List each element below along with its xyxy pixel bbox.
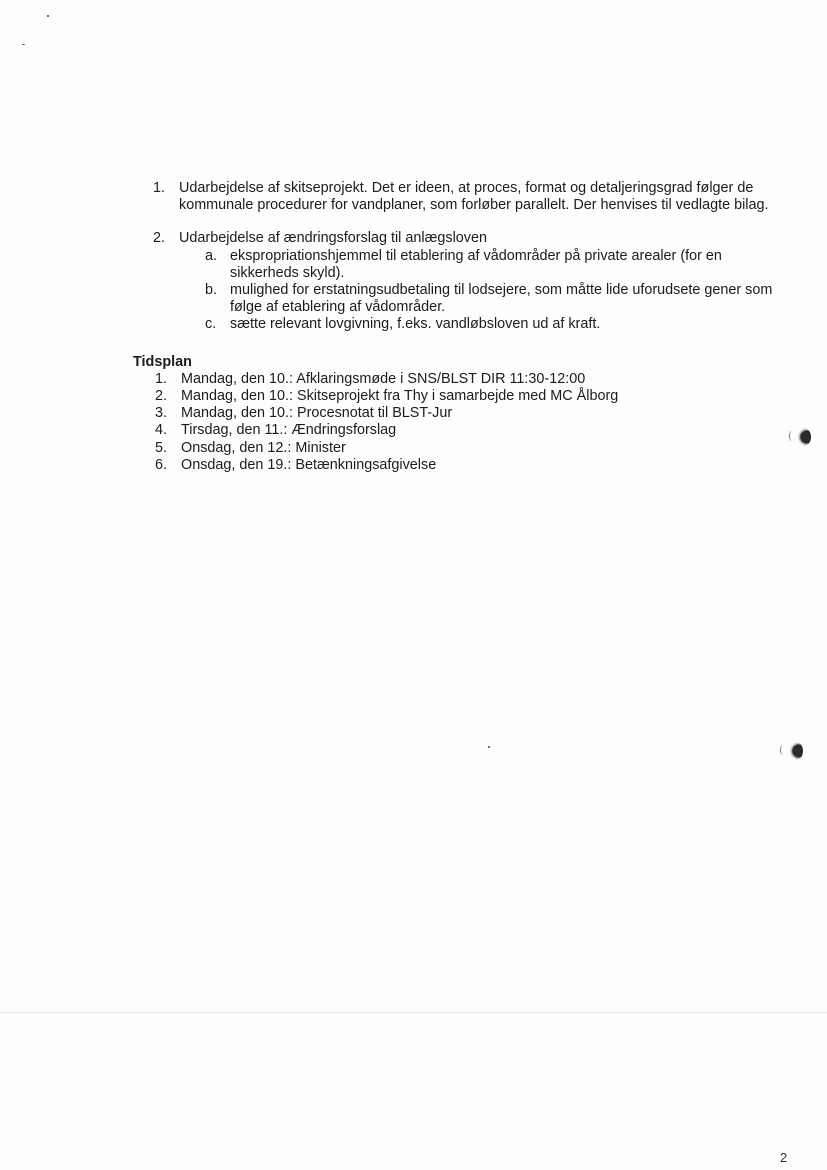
page-number: 2 <box>780 1150 788 1165</box>
sub-list-item <box>133 316 783 333</box>
schedule-item-text: Onsdag, den 19.: Betænkningsafgivelse <box>181 456 437 473</box>
document-body <box>133 180 783 474</box>
sub-list-item-text: mulighed for erstatningsudbetaling til lodsejere, som måtte lide uforudsete gener som følge af etablering af vådområder. <box>230 282 773 316</box>
schedule-item-text: Tirsdag, den 11.: Ændringsforslag <box>181 422 397 439</box>
list-item-text: Udarbejdelse af ændringsforslag til anlægsloven <box>179 230 487 247</box>
sub-list-item <box>133 248 783 282</box>
sub-list-item-letter: a. <box>205 247 218 264</box>
schedule-item <box>133 388 783 405</box>
scan-speck <box>488 746 490 748</box>
scan-line <box>0 1012 827 1013</box>
list-item <box>133 180 783 214</box>
schedule-item <box>133 371 783 388</box>
punch-hole-rim <box>780 745 785 755</box>
sub-list-item <box>133 282 783 316</box>
schedule-item-number: 1. <box>155 370 168 387</box>
schedule-item <box>133 422 783 439</box>
schedule-item-number: 4. <box>155 422 168 439</box>
sub-list-item-letter: c. <box>205 316 217 333</box>
schedule-item-text: Mandag, den 10.: Procesnotat til BLST-Jur <box>181 405 453 422</box>
schedule-item <box>133 440 783 457</box>
scan-speck <box>22 44 25 45</box>
schedule-item-text: Onsdag, den 12.: Minister <box>181 439 346 456</box>
punch-hole-rim <box>789 431 794 441</box>
punch-hole <box>797 428 811 446</box>
sub-list <box>133 248 783 334</box>
sub-list-item-letter: b. <box>205 282 218 299</box>
schedule-list <box>133 371 783 474</box>
section-heading: Tidsplan <box>133 353 192 370</box>
list-item-number: 2. <box>153 230 166 247</box>
schedule-item-number: 3. <box>155 405 168 422</box>
list-item-text: Udarbejdelse af skitseprojekt. Det er ideen, at proces, format og detaljeringsgrad følger de kommunale procedurer for vandplaner, som forløber parallelt. Der henvises til vedlagte bilag. <box>179 180 769 214</box>
punch-hole <box>789 742 803 760</box>
list-item-number: 1. <box>153 180 166 196</box>
scan-speck <box>47 15 49 17</box>
schedule-item-text: Mandag, den 10.: Afklaringsmøde i SNS/BLST DIR 11:30-12:00 <box>181 370 586 387</box>
schedule-item <box>133 405 783 422</box>
schedule-item-text: Mandag, den 10.: Skitseprojekt fra Thy i samarbejde med MC Ålborg <box>181 388 619 405</box>
list-item <box>133 230 783 247</box>
sub-list-item-text: ekspropriationshjemmel til etablering af vådområder på private arealer (for en sikkerheds skyld). <box>230 247 722 281</box>
sub-list-item-text: sætte relevant lovgivning, f.eks. vandløbsloven ud af kraft. <box>230 316 601 333</box>
schedule-item-number: 2. <box>155 388 168 405</box>
schedule-item-number: 5. <box>155 439 168 456</box>
schedule-item-number: 6. <box>155 456 168 473</box>
schedule-item <box>133 457 783 474</box>
